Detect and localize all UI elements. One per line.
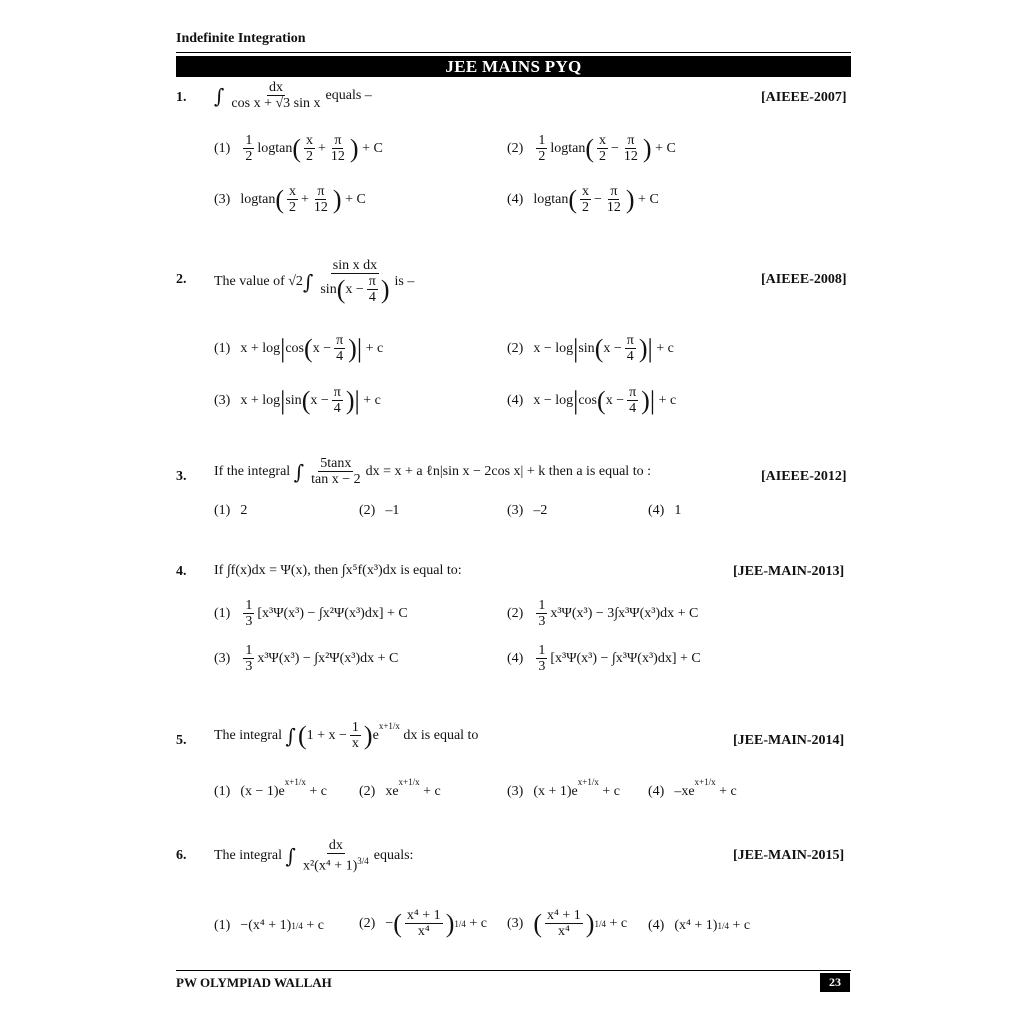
option[interactable]: (1) x + log | cos ( x − $\frac{\pi}{4}$ ) | + c — [214, 333, 384, 364]
question-number: 4. — [176, 564, 187, 579]
footer-brand: PW OLYMPIAD WALLAH — [176, 975, 332, 990]
option[interactable]: (3) logtan ( $\frac{x}{2}$ + $\frac{\pi}{12}$ ) + C — [214, 184, 366, 215]
option[interactable]: (1) 2 — [214, 503, 248, 518]
section-banner: JEE MAINS PYQ — [176, 56, 851, 77]
question-source-tag: [AIEEE-2012] — [761, 469, 847, 484]
option[interactable]: (4) –xe x+1/x + c — [648, 777, 737, 799]
option[interactable]: (3) $\frac{1}{3}$ x³Ψ(x³) − ∫x²Ψ(x³)dx + C — [214, 643, 399, 674]
option[interactable]: (2) $\frac{1}{2}$ logtan ( $\frac{x}{2}$ − $\frac{\pi}{12}$ ) + C — [507, 133, 676, 164]
option[interactable]: (1) $\frac{1}{3}$ [x³Ψ(x³) − ∫x²Ψ(x³)dx] + C — [214, 598, 408, 629]
option[interactable]: (2) − ( $\frac{\text{x⁴ + 1}}{\text{x⁴}}$ ) 1/4 + c — [359, 908, 487, 939]
option[interactable]: (3) –2 — [507, 503, 548, 518]
question-source-tag: [JEE-MAIN-2015] — [733, 848, 845, 863]
question-number: 6. — [176, 848, 187, 863]
option[interactable]: (1) −(x⁴ + 1) 1/4 + c — [214, 918, 324, 933]
option[interactable]: (3) x + log | sin ( x − $\frac{\pi}{4}$ ) | + c — [214, 385, 381, 416]
page-number: 23 — [820, 973, 850, 992]
option[interactable]: (4) x − log | cos ( x − $\frac{\pi}{4}$ ) | + c — [507, 385, 677, 416]
chapter-title: Indefinite Integration — [176, 31, 306, 46]
question-1-stem: ∫ $\frac{dx}{\text{cos x + √3 sin x}}$ equals – — [214, 80, 372, 111]
question-source-tag: [AIEEE-2008] — [761, 272, 847, 287]
footer-rule — [176, 970, 851, 971]
option[interactable]: (1) $\frac{1}{2}$ logtan ( $\frac{x}{2}$ + $\frac{\pi}{12}$ ) + C — [214, 133, 383, 164]
question-2-stem: The value of √2 ∫ sin x dx sin ( x − $\frac{\pi}{4}$ ) is – — [214, 258, 415, 305]
header-rule — [176, 52, 851, 53]
option[interactable]: (2) $\frac{1}{3}$ x³Ψ(x³) − 3∫x³Ψ(x³)dx + C — [507, 598, 699, 629]
question-4-stem: If ∫f(x)dx = Ψ(x), then ∫x⁵f(x³)dx is equal to: — [214, 563, 462, 578]
question-5-stem: The integral ∫ ( 1 + x − $\frac{1}{x}$ ) e x+1/x dx is equal to — [214, 720, 479, 751]
question-number: 1. — [176, 90, 187, 105]
option[interactable]: (4) 1 — [648, 503, 682, 518]
question-source-tag: [JEE-MAIN-2014] — [733, 733, 845, 748]
question-number: 5. — [176, 733, 187, 748]
option[interactable]: (2) xe x+1/x + c — [359, 777, 441, 799]
question-source-tag: [JEE-MAIN-2013] — [733, 564, 845, 579]
option[interactable]: (1) (x − 1)e x+1/x + c — [214, 777, 327, 799]
question-source-tag: [AIEEE-2007] — [761, 90, 847, 105]
option[interactable]: (2) x − log | sin ( x − $\frac{\pi}{4}$ ) | + c — [507, 333, 674, 364]
option[interactable]: (2) –1 — [359, 503, 400, 518]
option[interactable]: (4) (x⁴ + 1) 1/4 + c — [648, 918, 751, 933]
question-6-stem: The integral ∫ $\frac{dx}{x^2(x^4 + 1)^{3/4}}$ equals: — [214, 838, 414, 874]
option[interactable]: (4) logtan ( $\frac{x}{2}$ − $\frac{\pi}{12}$ ) + C — [507, 184, 659, 215]
option[interactable]: (3) ( $\frac{\text{x⁴ + 1}}{\text{x⁴}}$ ) 1/4 + c — [507, 908, 628, 939]
question-3-stem: If the integral ∫ $\frac{5\tan x}{\text{tan x − 2}}$ dx = x + a ℓn|sin x − 2cos x| + k then a is equal to : — [214, 456, 651, 487]
option[interactable]: (4) $\frac{1}{3}$ [x³Ψ(x³) − ∫x³Ψ(x³)dx] + C — [507, 643, 701, 674]
question-number: 2. — [176, 272, 187, 287]
option[interactable]: (3) (x + 1)e x+1/x + c — [507, 777, 620, 799]
question-number: 3. — [176, 469, 187, 484]
